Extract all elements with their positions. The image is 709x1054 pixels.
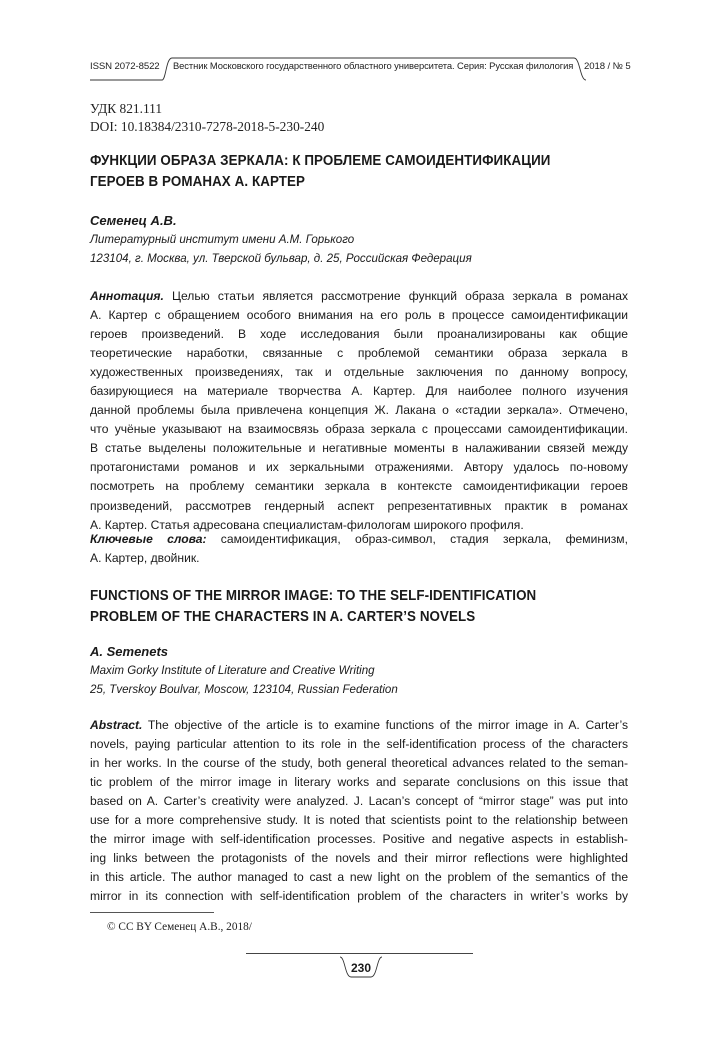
affiliation-russian-institute: Литературный институт имени А.М. Горького	[90, 232, 355, 246]
affiliation-english-address: 25, Tverskoy Boulvar, Moscow, 123104, Russian Federation	[90, 682, 398, 696]
abstract-line: что учёные указывают на взаимосвязь образа зеркала с процессами самоидентификации.	[90, 422, 628, 437]
abstract-line: in her works. In the course of the study, both general theoretical advances related to the seman-	[90, 756, 628, 771]
abstract-line: in this article. The author managed to cast a new light on the problem of the semantics of the	[90, 870, 629, 885]
page-number: 230	[350, 961, 372, 975]
author-russian: Семенец А.В.	[90, 213, 177, 228]
doi: DOI: 10.18384/2310-7278-2018-5-230-240	[90, 119, 325, 134]
keywords-line: Ключевые слова: самоидентификация, образ-символ, стадия зеркала, феминизм,	[90, 532, 628, 546]
abstract-line: novels, paying particular attention to its role in the self-identification process of the characters	[90, 737, 629, 752]
abstract-line: теоретические наработки, связанные с проблемой семантики образа зеркала в	[90, 346, 628, 361]
keywords-line: А. Картер, двойник.	[90, 551, 200, 566]
title-english-line: FUNCTIONS OF THE MIRROR IMAGE: TO THE SELF-IDENTIFICATION	[90, 587, 537, 604]
abstract-line: данной проблемы была привлечена концепция Ж. Лакана о «стадии зеркала». Отмечено,	[90, 403, 628, 418]
affiliation-russian-address: 123104, г. Москва, ул. Тверской бульвар, д. 25, Российская Федерация	[90, 251, 472, 265]
footnote-license: © CC BY Семенец А.В., 2018/	[107, 921, 252, 933]
title-russian-line: ГЕРОЕВ В РОМАНАХ А. КАРТЕР	[90, 173, 306, 190]
abstract-line: tic problem of the mirror image in literary works and separate conclusions on this issue that	[90, 775, 629, 790]
title-english	[90, 585, 565, 627]
title-russian	[90, 150, 565, 192]
affiliation-english-institute: Maxim Gorky Institute of Literature and Creative Writing	[90, 663, 375, 677]
abstract-line: посмотреть на проблему семантики зеркала в контексте самоидентификации героев	[90, 479, 628, 494]
abstract-line: базирующиеся на материале творчества А. Картер. Для наиболее полного изучения	[90, 384, 629, 399]
header-issn: ISSN 2072-8522	[90, 61, 160, 72]
page-number-rule	[246, 953, 473, 954]
title-russian-line: ФУНКЦИИ ОБРАЗА ЗЕРКАЛА: К ПРОБЛЕМЕ САМОИДЕНТИФИКАЦИИ	[90, 152, 551, 169]
udk-code: УДК 821.111	[90, 101, 163, 116]
abstract-line: художественных произведениях, так и отдельные заключения по данному вопросу,	[90, 365, 629, 380]
abstract-line: Аннотация. Целью статьи является рассмотрение функций образа зеркала в романах	[90, 289, 628, 303]
header-journal-title: Вестник Московского государственного областного университета. Серия: Русская филология	[173, 61, 574, 72]
abstract-english	[90, 716, 628, 906]
author-english: A. Semenets	[90, 644, 169, 659]
abstract-line: героев произведений. В ходе исследования были проанализированы как общие	[90, 327, 628, 342]
page-number-box	[336, 955, 386, 983]
abstract-line: mirror in its connection with self-identification problem of the characters in writer’s works by	[90, 889, 629, 904]
abstract-line: Abstract. The objective of the article is to examine functions of the mirror image in A. Carter’s	[90, 718, 629, 732]
title-english-line: PROBLEM OF THE CHARACTERS IN A. CARTER’S NOVELS	[90, 608, 476, 625]
running-header	[80, 56, 635, 82]
abstract-line: А. Картер с обращением особого внимания на его роль в процессе самоидентификации	[90, 308, 628, 323]
keywords-label: Ключевые слова:	[90, 532, 207, 546]
abstract-line: the mirror image with self-identification processes. Positive and negative aspects in establish-	[90, 832, 628, 847]
abstract-line: ing links between the protagonists of the novels and their mirror reflections were highlighted	[90, 851, 629, 866]
abstract-russian	[90, 287, 628, 535]
abstract-line: based on A. Carter’s creativity were analyzed. J. Lacan’s concept of “mirror stage” was put into	[90, 794, 628, 809]
footnote-rule	[90, 912, 214, 913]
abstract-label: Аннотация.	[90, 289, 164, 303]
keywords-russian	[90, 530, 628, 568]
abstract-line: В статье выделены положительные и негативные моменты в налаживании связей между	[90, 441, 629, 456]
abstract-line: use for a more comprehensive study. It is noted that scientists point to the relationship between	[90, 813, 628, 828]
abstract-label: Abstract.	[90, 718, 143, 732]
abstract-line: А. Картер. Статья адресована специалистам-филологам широкого профиля.	[90, 517, 524, 532]
abstract-line: произведений, рассмотрев гендерный аспект репрезентативных практик в романах	[90, 498, 628, 513]
header-issue: 2018 / № 5	[584, 61, 631, 72]
abstract-line: протагонистами романов и их зеркальными отражениями. Автору удалось по-новому	[90, 460, 628, 475]
